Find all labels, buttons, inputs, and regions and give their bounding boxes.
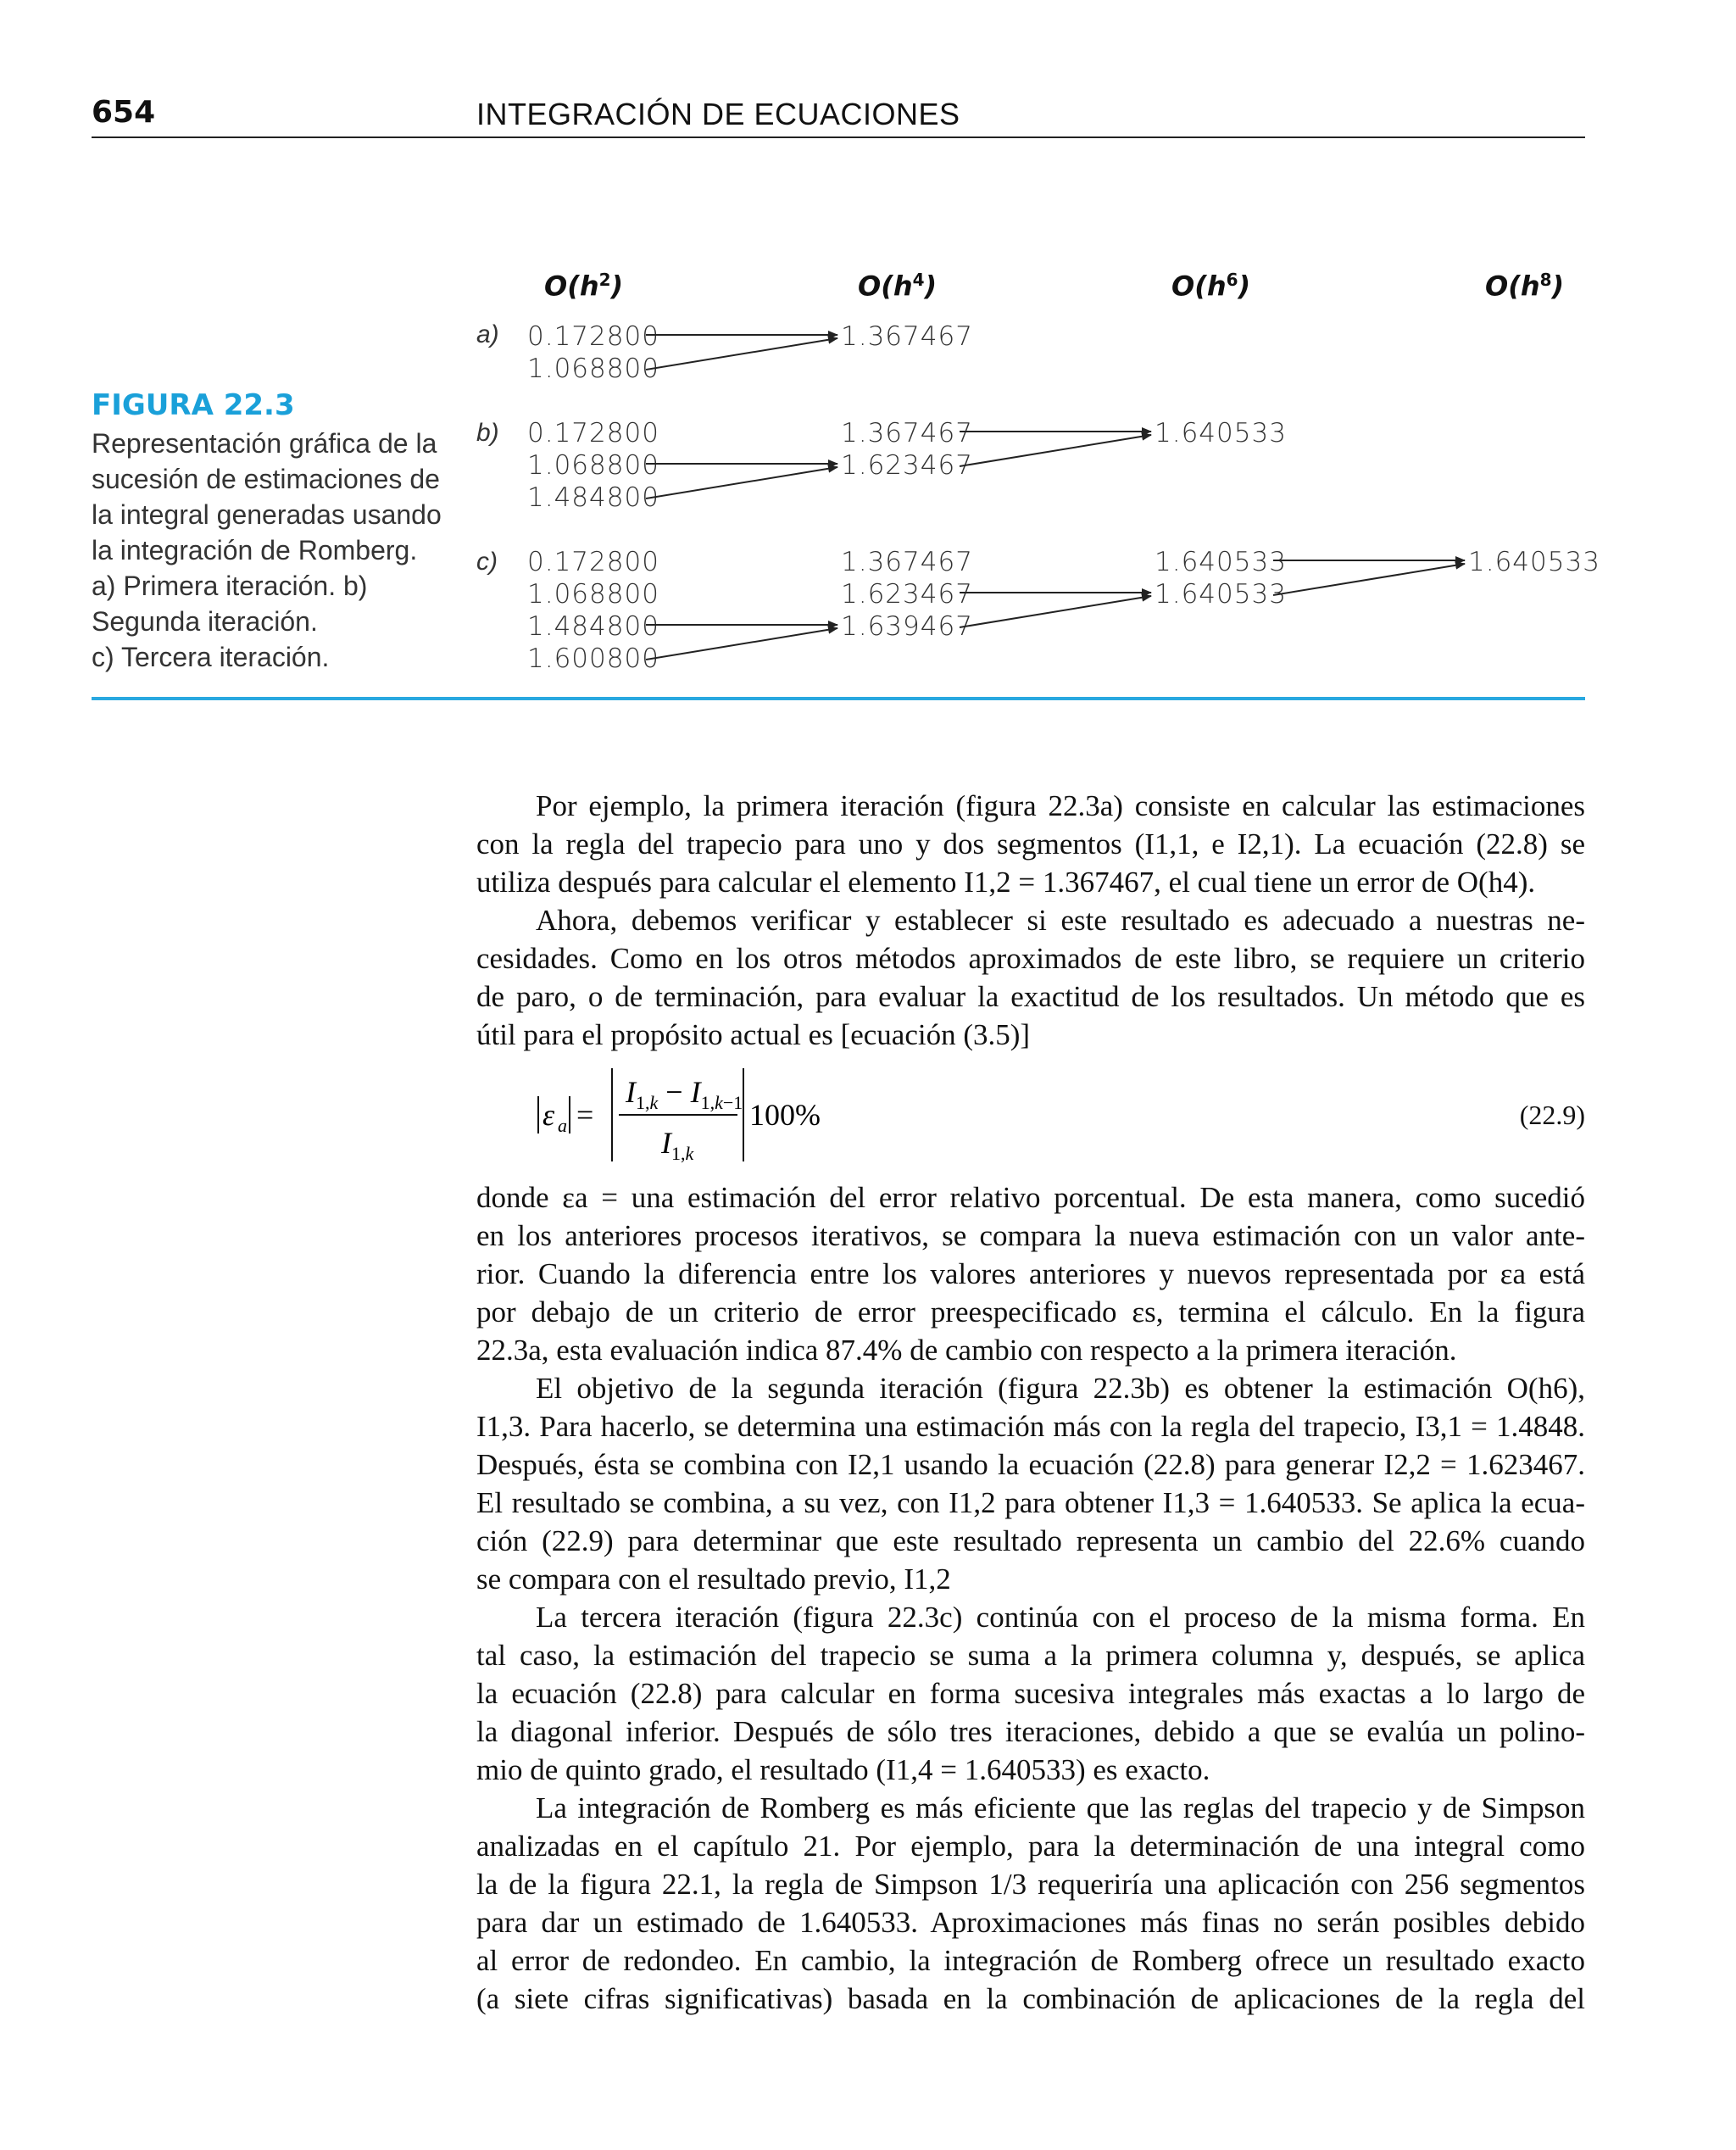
svg-text:=: = (576, 1098, 594, 1132)
equation-denominator: $I_{1,}k$ (661, 1126, 694, 1164)
page-number: 654 (92, 95, 156, 130)
part-label-b: b) (476, 419, 499, 447)
caption-line: Representación gráfica de la (92, 428, 437, 459)
body-line: en los anteriores procesos iterativos, se compara la nueva estimación con un valor ante- (476, 1219, 1585, 1252)
arrow (960, 596, 1151, 627)
value-c-c3-0: 1.640533 (1155, 547, 1287, 577)
value-c-c1-0: 0.172800 (527, 547, 659, 577)
body-line: La integración de Romberg es más eficiente que las reglas del trapecio y de Simpson (536, 1791, 1585, 1824)
value-b-c1-0: 0.172800 (527, 418, 659, 448)
equation-number: (22.9) (1519, 1100, 1585, 1130)
caption-line: a) Primera iteración. b) (92, 571, 368, 601)
romberg-arrows (0, 0, 1736, 763)
figure-label: FIGURA 22.3 (92, 388, 295, 422)
body-line: se compara con el resultado previo, I1,2 (476, 1562, 951, 1596)
column-header-h6: $O(h^6)$ (1171, 270, 1251, 303)
caption-line: Segunda iteración. (92, 606, 318, 637)
body-line: con la regla del trapecio para uno y dos segmentos (I1,1, e I2,1). La ecuación (22.8) se (476, 827, 1585, 861)
body-line: donde εa = una estimación del error relativo porcentual. De esta manera, como sucedió (476, 1181, 1585, 1214)
body-line: La tercera iteración (figura 22.3c) continúa con el proceso de la misma forma. En (536, 1601, 1585, 1634)
value-c-c1-1: 1.068800 (527, 579, 659, 610)
body-line: por debajo de un criterio de error preespecificado εs, termina el cálculo. En la figura (476, 1295, 1585, 1328)
body-line: para dar un estimado de 1.640533. Aproximaciones más finas no serán posibles debido (476, 1906, 1585, 1939)
arrow (646, 467, 837, 499)
value-c-c1-3: 1.600800 (527, 643, 659, 674)
equation-numerator: $I_{1,}k - I_{1,}k-1$ (626, 1075, 743, 1113)
equation-graphic (476, 1064, 1409, 1166)
column-header-h2: $O(h^2)$ (544, 270, 624, 303)
epsilon-a: ε (542, 1098, 555, 1132)
column-header-h8: $O(h^8)$ (1485, 270, 1565, 303)
value-c-c4-0: 1.640533 (1468, 547, 1600, 577)
body-line: analizadas en el capítulo 21. Por ejemplo, para la determinación de una integral como (476, 1830, 1585, 1863)
caption-line: la integración de Romberg. (92, 535, 418, 565)
body-line: mio de quinto grado, el resultado (I1,4 = 1.640533) es exacto. (476, 1753, 1210, 1786)
arrow (646, 338, 837, 370)
equation-factor: 100% (749, 1098, 821, 1132)
body-line: El resultado se combina, a su vez, con I1,2 para obtener I1,3 = 1.640533. Se aplica la ecua- (476, 1486, 1585, 1519)
value-c-c3-1: 1.640533 (1155, 579, 1287, 610)
body-line: utiliza después para calcular el elemento I1,2 = 1.367467, el cual tiene un error de O(h4). (476, 866, 1536, 899)
value-c-c2-1: 1.623467 (841, 579, 973, 610)
arrow (1273, 564, 1465, 595)
value-b-c1-1: 1.068800 (527, 450, 659, 481)
body-line: El objetivo de la segunda iteración (figura 22.3b) es obtener la estimación O(h6), (536, 1372, 1585, 1405)
part-label-a: a) (476, 320, 499, 348)
body-line: cesidades. Como en los otros métodos aproximados de este libro, se requiere un criterio (476, 942, 1585, 975)
body-line: (a siete cifras significativas) basada en la combinación de aplicaciones de la regla del (476, 1982, 1585, 2015)
body-line: tal caso, la estimación del trapecio se suma a la primera columna y, después, se aplica (476, 1639, 1585, 1672)
value-b-c2-1: 1.623467 (841, 450, 973, 481)
body-line: útil para el propósito actual es [ecuación (3.5)] (476, 1018, 1031, 1051)
value-c-c2-0: 1.367467 (841, 547, 973, 577)
value-b-c3-0: 1.640533 (1155, 418, 1287, 448)
value-b-c2-0: 1.367467 (841, 418, 973, 448)
caption-line: sucesión de estimaciones de (92, 464, 440, 494)
value-a-c1-0: 0.172800 (527, 321, 659, 352)
figure-rule (92, 697, 1585, 700)
body-line: 22.3a, esta evaluación indica 87.4% de cambio con respecto a la primera iteración. (476, 1334, 1457, 1367)
body-line: Después, ésta se combina con I2,1 usando la ecuación (22.8) para generar I2,2 = 1.623467. (476, 1448, 1585, 1481)
body-line: Ahora, debemos verificar y establecer si este resultado es adecuado a nuestras ne- (536, 904, 1585, 937)
body-line: la de la figura 22.1, la regla de Simpson 1/3 requeriría una aplicación con 256 segmentos (476, 1868, 1585, 1901)
body-line: ción (22.9) para determinar que este resultado representa un cambio del 22.6% cuando (476, 1524, 1585, 1557)
body-line: Por ejemplo, la primera iteración (figura 22.3a) consiste en calcular las estimaciones (536, 789, 1585, 822)
equation-22-9 (476, 1064, 1585, 1166)
arrow (646, 628, 837, 660)
body-line: de paro, o de terminación, para evaluar la exactitud de los resultados. Un método que es (476, 980, 1585, 1013)
running-head: INTEGRACIÓN DE ECUACIONES (476, 97, 960, 131)
value-b-c1-2: 1.484800 (527, 482, 659, 513)
caption-line: c) Tercera iteración. (92, 642, 330, 672)
body-line: al error de redondeo. En cambio, la integración de Romberg ofrece un resultado exacto (476, 1944, 1585, 1977)
body-line: I1,3. Para hacerlo, se determina una estimación más con la regla del trapecio, I3,1 = 1.4848. (476, 1410, 1585, 1443)
value-c-c2-2: 1.639467 (841, 611, 973, 642)
part-label-c: c) (476, 548, 498, 576)
body-line: rior. Cuando la diferencia entre los valores anteriores y nuevos representada por εa está (476, 1257, 1585, 1290)
column-header-h4: $O(h^4)$ (858, 270, 938, 303)
body-line: la ecuación (22.8) para calcular en forma sucesiva integrales más exactas a lo largo de (476, 1677, 1585, 1710)
caption-line: la integral generadas usando (92, 499, 442, 530)
svg-text:a: a (558, 1115, 567, 1136)
value-c-c1-2: 1.484800 (527, 611, 659, 642)
arrow (960, 435, 1151, 466)
body-line: la diagonal inferior. Después de sólo tres iteraciones, debido a que se evalúa un polino- (476, 1715, 1585, 1748)
value-a-c1-1: 1.068800 (527, 354, 659, 384)
value-a-c2-0: 1.367467 (841, 321, 973, 352)
